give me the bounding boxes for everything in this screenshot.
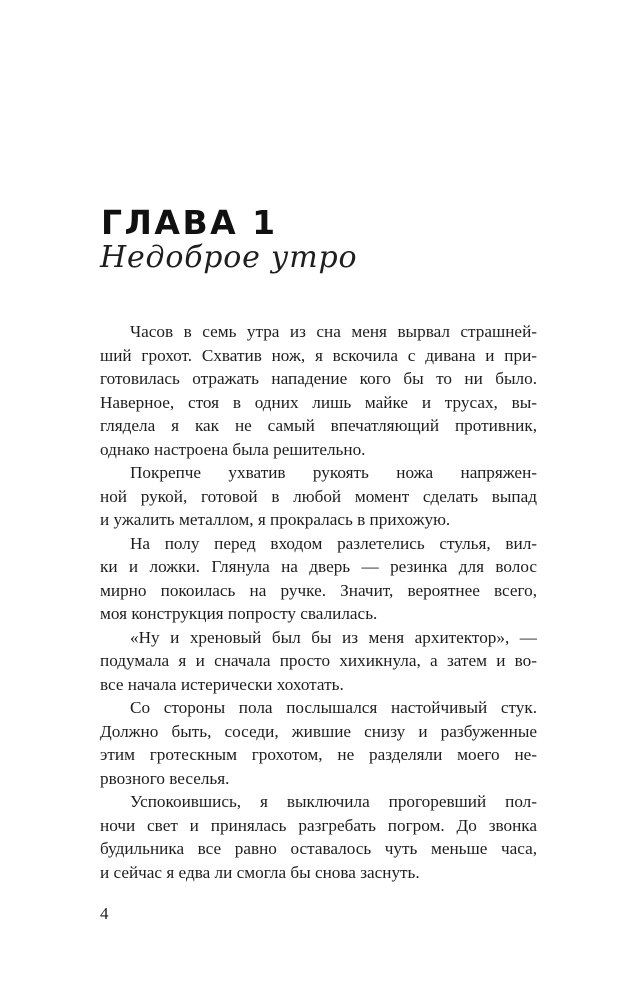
page-number: 4 [100, 904, 109, 923]
text-line: этим гротескным грохотом, не разделяли моего не- [100, 745, 537, 764]
text-line: Покрепче ухватив рукоять ножа напряжен- [130, 463, 537, 482]
text-line: все начала истерически хохотать. [100, 674, 344, 694]
text-line: ший грохот. Схватив нож, я вскочила с дивана и при- [100, 345, 537, 365]
text-line: ной рукой, готовой в любой момент сделать выпад [100, 486, 537, 506]
text-line: готовилась отражать нападение кого бы то ни было. [100, 369, 537, 388]
text-line: Успокоившись, я выключила прогоревший пол- [130, 792, 537, 811]
paragraph [100, 790, 537, 884]
text-line: «Ну и хреновый был бы из меня архитектор», — [130, 627, 537, 647]
paragraph [100, 461, 537, 532]
text-line: Часов в семь утра из сна меня вырвал страшней- [130, 322, 537, 341]
text-line: и ужалить металлом, я прокралась в прихожую. [100, 510, 451, 529]
text-line: будильника все равно оставалось чуть меньше часа, [100, 839, 537, 858]
text-line: подумала я и сначала просто хихикнула, а затем и во- [100, 651, 537, 670]
paragraph [100, 320, 537, 461]
text-line: Со стороны пола послышался настойчивый стук. [130, 698, 537, 717]
text-line: однако настроена была решительно. [100, 439, 366, 459]
text-line: На полу перед входом разлетелись стулья, вил- [130, 533, 537, 553]
body-text [100, 320, 537, 884]
text-line: Наверное, стоя в одних лишь майке и трусах, вы- [100, 392, 537, 412]
text-line: ки и ложки. Глянула на дверь — резинка для волос [100, 557, 537, 576]
chapter-number: ГЛАВА 1 [101, 203, 278, 242]
text-line: и сейчас я едва ли смогла бы снова заснуть. [100, 862, 420, 882]
text-line: глядела я как не самый впечатляющий противник, [100, 416, 537, 435]
text-line: Должно быть, соседи, жившие снизу и разбуженные [100, 721, 537, 741]
paragraph [100, 696, 537, 790]
chapter-title: Недоброе утро [100, 240, 358, 275]
text-line: ночи свет и принялась разгребать погром. До звонка [100, 815, 537, 835]
text-line: мирно покоилась на ручке. Значит, вероятнее всего, [100, 580, 537, 600]
paragraph [100, 532, 537, 626]
paragraph [100, 626, 537, 697]
text-line: моя конструкция попросту свалилась. [100, 604, 378, 623]
text-line: рвозного веселья. [100, 768, 230, 788]
